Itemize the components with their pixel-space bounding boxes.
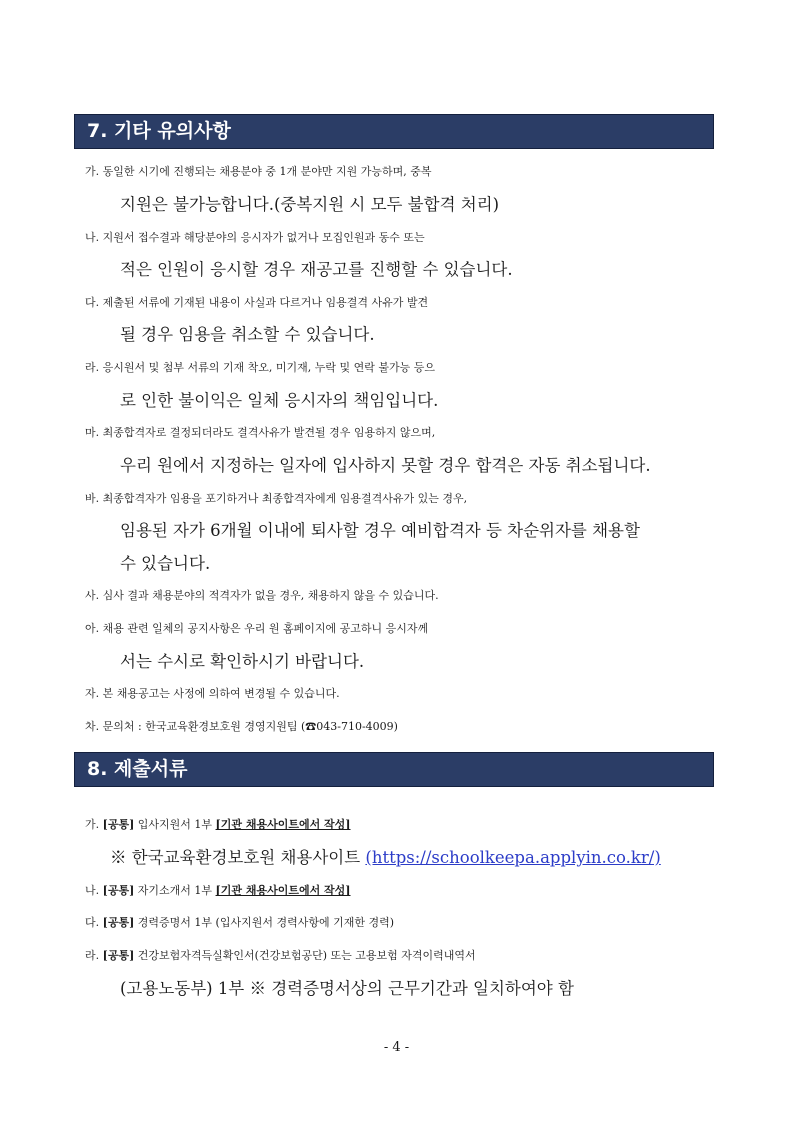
common-tag: [공통] [102,949,135,962]
list-item-continuation: 임용된 자가 6개월 이내에 퇴사할 경우 예비합격자 등 차순위자를 채용할 [120,521,640,540]
list-item: 사. 심사 결과 채용분야의 적격자가 없을 경우, 채용하지 않을 수 있습니다. [85,589,439,602]
common-tag: [공통] [102,818,135,831]
list-item: 다. 제출된 서류에 기재된 내용이 사실과 다르거나 임용결격 사유가 발견 [85,296,429,309]
list-item-continuation: 우리 원에서 지정하는 일자에 입사하지 못할 경우 합격은 자동 취소됩니다. [120,456,651,475]
list-item-continuation: 적은 인원이 응시할 경우 재공고를 진행할 수 있습니다. [120,260,513,279]
section-7-header: 7. 기타 유의사항 [74,114,714,149]
list-item: 라. 응시원서 및 첨부 서류의 기재 착오, 미기재, 누락 및 연락 불가능 등으 [85,361,435,374]
list-item-continuation: 지원은 불가능합니다.(중복지원 시 모두 불합격 처리) [120,195,500,214]
list-item: 가. 동일한 시기에 진행되는 채용분야 중 1개 분야만 지원 가능하며, 중복 [85,165,432,178]
list-item: 바. 최종합격자가 임용을 포기하거나 최종합격자에게 임용결격사유가 있는 경우, [85,492,468,505]
list-item-continuation: 로 인한 불이익은 일체 응시자의 책임입니다. [120,391,439,410]
list-item: 나. 지원서 접수결과 해당분야의 응시자가 없거나 모집인원과 동수 또는 [85,231,425,244]
page-number: - 4 - [383,1040,410,1055]
list-item: 마. 최종합격자로 결정되더라도 결격사유가 발견될 경우 임용하지 않으며, [85,426,436,439]
emphasis-text: [기관 채용사이트에서 작성] [215,818,351,831]
list-item-continuation: 수 있습니다. [120,554,211,573]
section-8-header: 8. 제출서류 [74,752,714,787]
list-item-continuation: (고용노동부) 1부 ※ 경력증명서상의 근무기간과 일치하여야 함 [120,979,574,998]
common-tag: [공통] [102,916,135,929]
list-item-continuation: 될 경우 임용을 취소할 수 있습니다. [120,325,375,344]
list-item: 나. [공통] 자기소개서 1부 [기관 채용사이트에서 작성] [85,884,351,897]
list-item: 다. [공통] 경력증명서 1부 (입사지원서 경력사항에 기재한 경력) [85,916,395,929]
recruit-site-link[interactable]: (https://schoolkeepa.applyin.co.kr/) [365,848,661,867]
list-item: 아. 채용 관련 일체의 공지사항은 우리 원 홈페이지에 공고하니 응시자께 [85,622,429,635]
list-item-continuation: 서는 수시로 확인하시기 바랍니다. [120,652,365,671]
list-item: 가. [공통] 입사지원서 1부 [기관 채용사이트에서 작성] [85,818,351,831]
list-item: 자. 본 채용공고는 사정에 의하여 변경될 수 있습니다. [85,687,340,700]
emphasis-text: [기관 채용사이트에서 작성] [215,884,351,897]
list-item: 라. [공통] 건강보험자격득실확인서(건강보험공단) 또는 고용보험 자격이력내역서 [85,949,476,962]
note-line: ※ 한국교육환경보호원 채용사이트 (https://schoolkeepa.applyin.co.kr/) [110,848,661,867]
common-tag: [공통] [102,884,135,897]
list-item-contact: 차. 문의처 : 한국교육환경보호원 경영지원팀 (☎043-710-4009) [85,720,398,733]
